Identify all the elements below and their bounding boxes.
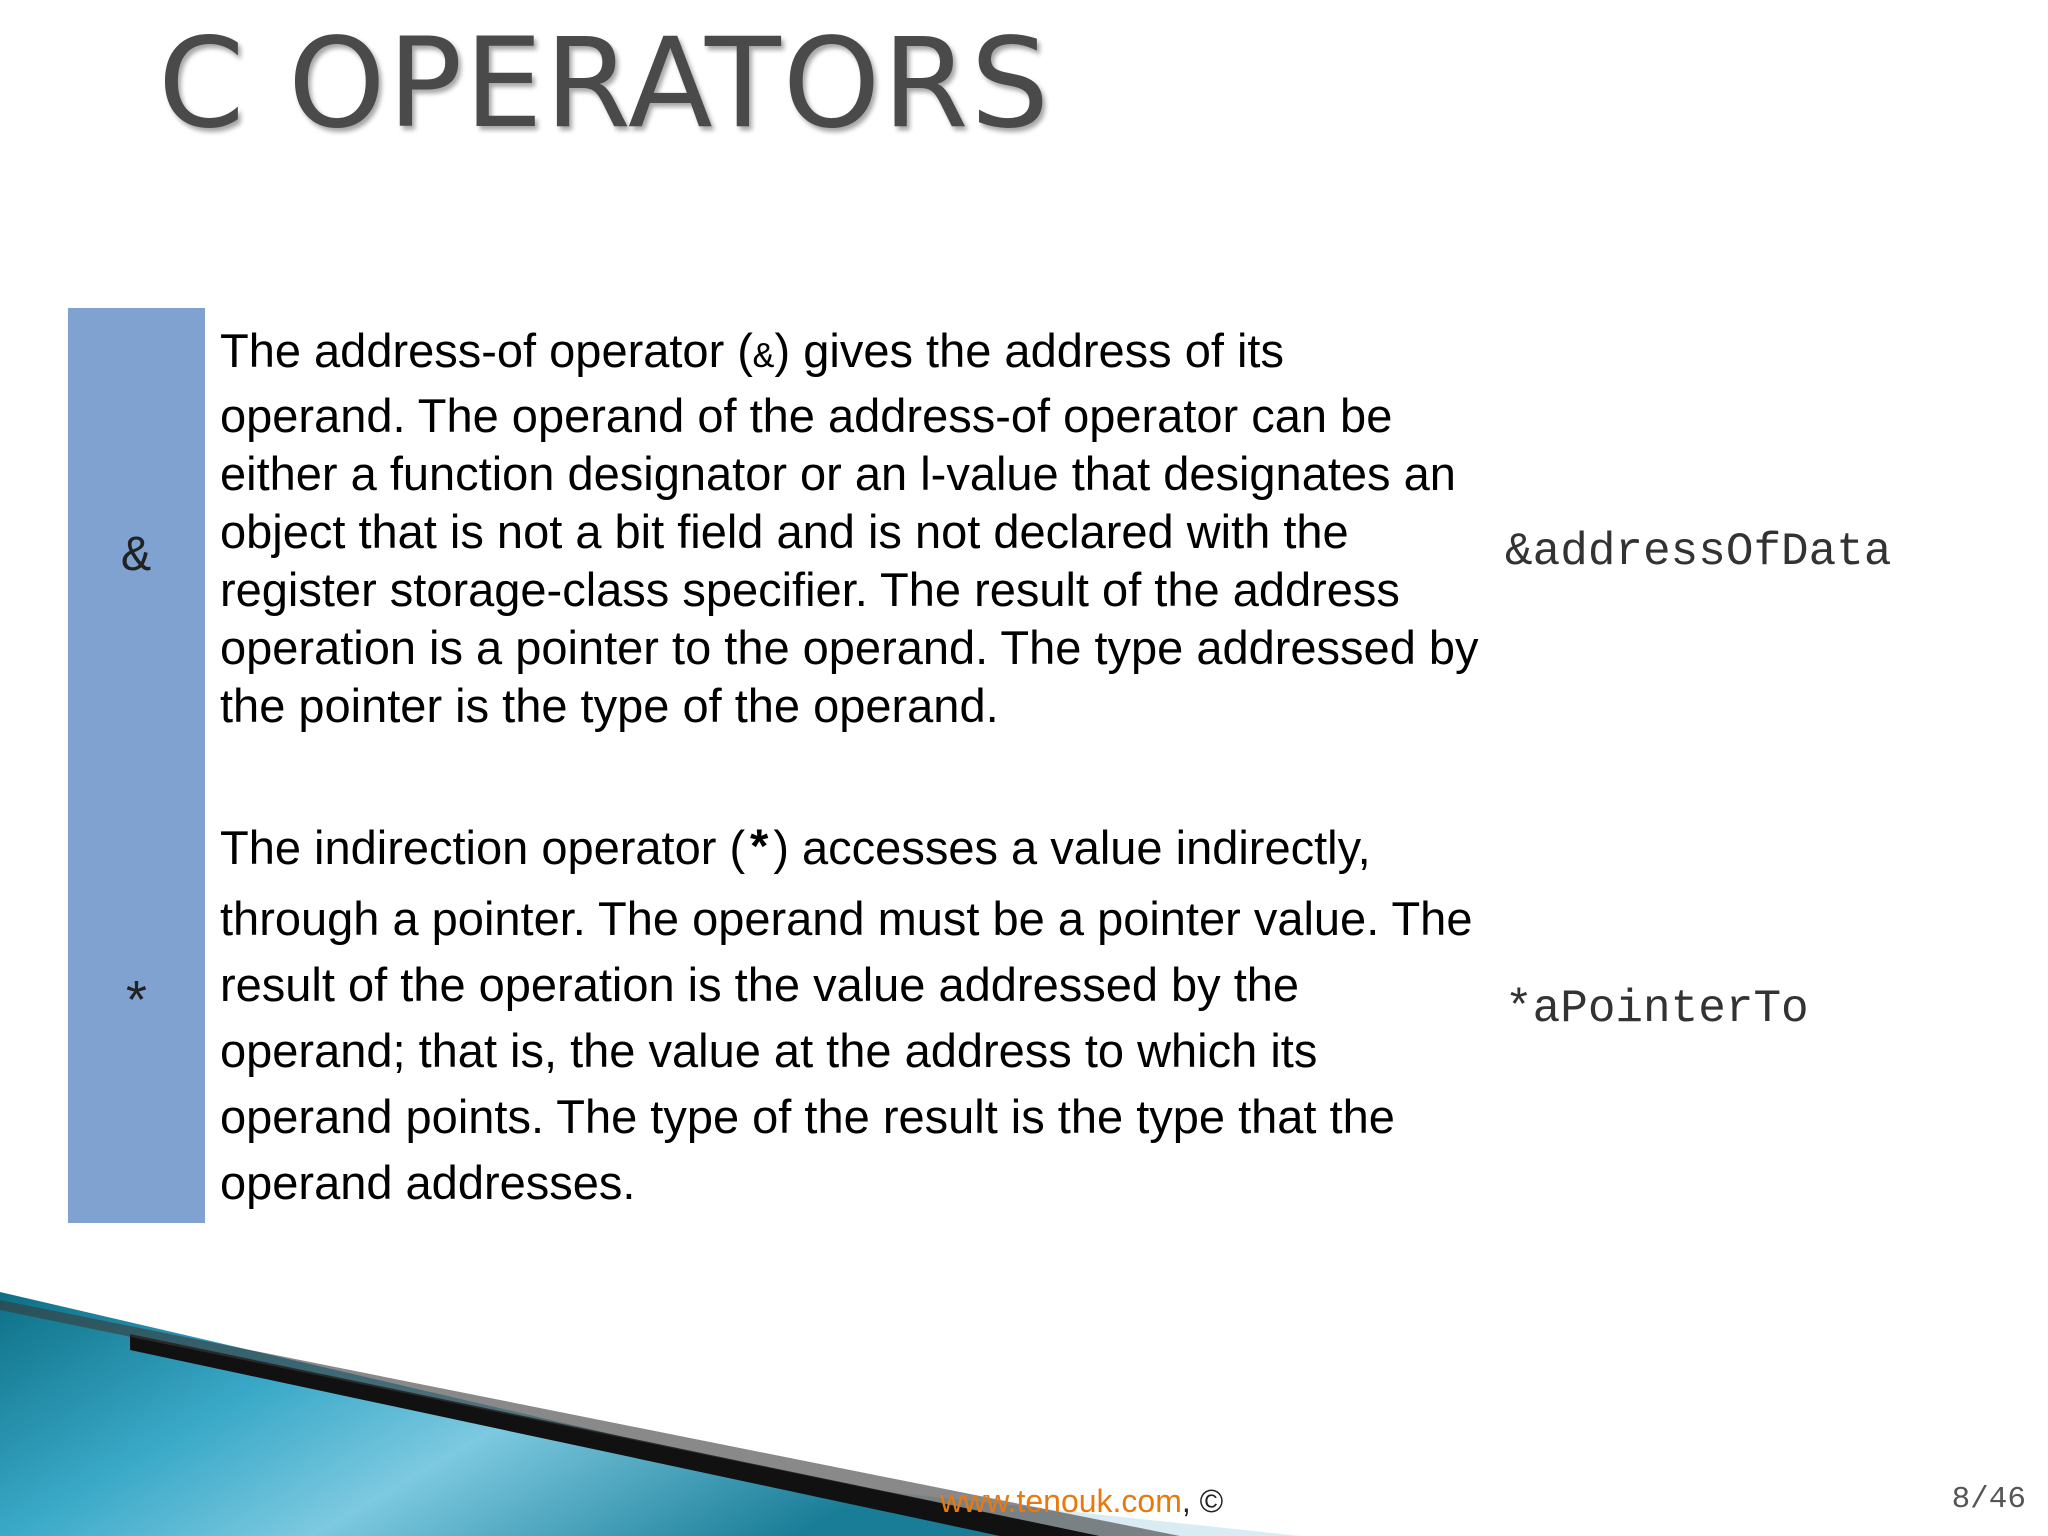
operator-example-address-of: &addressOfData <box>1505 526 1892 578</box>
operator-symbol-address-of: & <box>121 529 152 586</box>
description-text-before: The address-of operator ( <box>220 324 753 377</box>
operator-example-indirection: *aPointerTo <box>1505 983 1809 1035</box>
footer-link[interactable]: www.tenouk.com <box>940 1483 1182 1519</box>
description-text-before: The indirection operator ( <box>220 821 746 874</box>
operator-column <box>68 308 205 1223</box>
description-text-after: ) accesses a value indirectly, through a pointer. The operand must be a pointer value. The result of the operation is the value addressed by the operand; that is, the value at the address to which its operand points. The type of the result is the type that the operand addresses. <box>220 821 1473 1209</box>
operator-symbol-indirection: * <box>120 976 153 1037</box>
footer <box>940 1483 1223 1520</box>
operator-description-address-of <box>220 322 1480 735</box>
description-text-after: ) gives the address of its operand. The operand of the address-of operator can be either a function designator or an l-value that designates an object that is not a bit field and is not declared with the register storage-class specifier. The result of the address operation is a pointer to the operand. The type addressed by the pointer is the type of the operand. <box>220 324 1479 732</box>
operator-description-indirection <box>220 815 1480 1216</box>
page-number: 8/46 <box>1951 1482 2026 1517</box>
inline-code-symbol: * <box>745 826 774 879</box>
slide-title: C OPERATORS <box>158 12 1052 156</box>
inline-code-symbol: & <box>752 337 775 378</box>
footer-copyright: , © <box>1181 1483 1224 1519</box>
